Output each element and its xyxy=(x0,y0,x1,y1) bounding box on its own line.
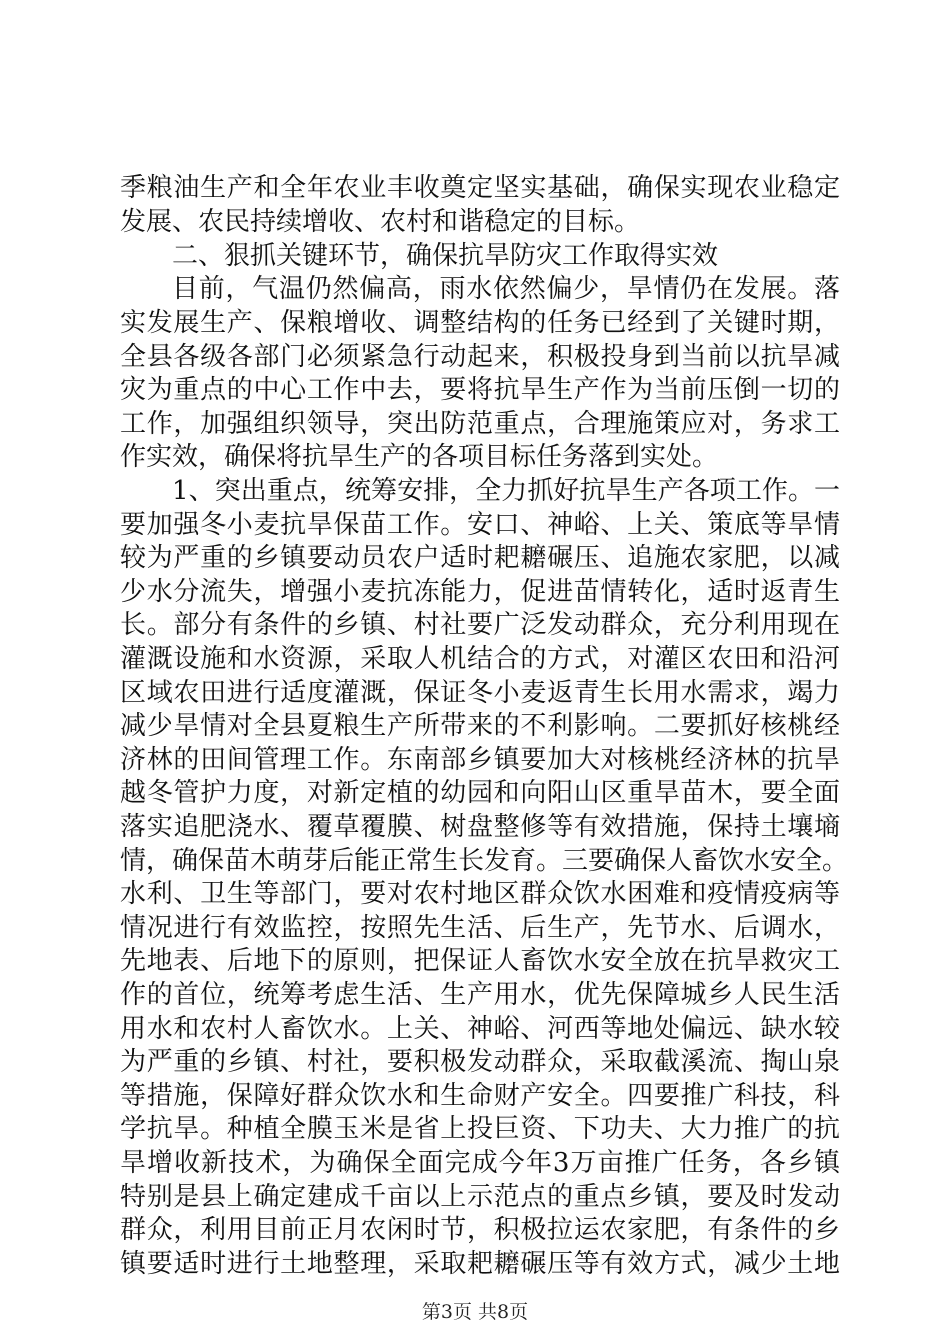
text-line: 灾为重点的中心工作中去，要将抗旱生产作为当前压倒一切的 xyxy=(120,375,840,405)
page-footer: 第3页 共8页 xyxy=(421,1301,529,1323)
text-line: 落实追肥浇水、覆草覆膜、树盘整修等有效措施，保持土壤墒 xyxy=(120,812,840,842)
text-line: 情况进行有效监控，按照先生活、后生产，先节水、后调水， xyxy=(120,913,840,943)
text-line: 镇要适时进行土地整理，采取耙耱碾压等有效方式，减少土地 xyxy=(120,1249,840,1279)
text-line: 情，确保苗木萌芽后能正常生长发育。三要确保人畜饮水安全。 xyxy=(120,846,849,876)
text-line: 作的首位，统筹考虑生活、生产用水，优先保障城乡人民生活 xyxy=(120,980,840,1010)
text-line: 先地表、后地下的原则，把保证人畜饮水安全放在抗旱救灾工 xyxy=(120,946,840,976)
text-line: 要加强冬小麦抗旱保苗工作。安口、神峪、上关、策底等旱情 xyxy=(120,510,840,540)
text-line: 学抗旱。种植全膜玉米是省上投巨资、下功夫、大力推广的抗 xyxy=(120,1114,840,1144)
text-line: 1、突出重点，统筹安排，全力抓好抗旱生产各项工作。一 xyxy=(172,476,840,506)
text-line: 越冬管护力度，对新定植的幼园和向阳山区重旱苗木，要全面 xyxy=(120,778,840,808)
text-line: 作实效，确保将抗旱生产的各项目标任务落到实处。 xyxy=(120,442,719,472)
text-line: 长。部分有条件的乡镇、村社要广泛发动群众，充分利用现在 xyxy=(120,610,840,640)
text-line: 发展、农民持续增收、农村和谐稳定的目标。 xyxy=(120,207,641,237)
text-line: 工作，加强组织领导，突出防范重点，合理施策应对，务求工 xyxy=(120,409,840,439)
section-heading: 二、狠抓关键环节，确保抗旱防灾工作取得实效 xyxy=(172,241,719,271)
text-line: 少水分流失，增强小麦抗冻能力，促进苗情转化，适时返青生 xyxy=(120,577,840,607)
text-line: 较为严重的乡镇要动员农户适时耙耱碾压、追施农家肥，以减 xyxy=(120,543,840,573)
text-line: 区域农田进行适度灌溉，保证冬小麦返青生长用水需求，竭力 xyxy=(120,678,840,708)
text-line: 实发展生产、保粮增收、调整结构的任务已经到了关键时期， xyxy=(120,308,840,338)
text-line: 灌溉设施和水资源，采取人机结合的方式，对灌区农田和沿河 xyxy=(120,644,840,674)
text-line: 季粮油生产和全年农业丰收奠定坚实基础，确保实现农业稳定 xyxy=(120,173,840,203)
text-line: 特别是县上确定建成千亩以上示范点的重点乡镇，要及时发动 xyxy=(120,1182,840,1212)
text-line: 旱增收新技术，为确保全面完成今年3万亩推广任务，各乡镇 xyxy=(120,1148,840,1178)
text-line: 群众，利用目前正月农闲时节，积极拉运农家肥，有条件的乡 xyxy=(120,1215,840,1245)
text-line: 为严重的乡镇、村社，要积极发动群众，采取截溪流、掏山泉 xyxy=(120,1047,840,1077)
text-line: 目前，气温仍然偏高，雨水依然偏少，旱情仍在发展。落 xyxy=(172,274,840,304)
text-line: 等措施，保障好群众饮水和生命财产安全。四要推广科技，科 xyxy=(120,1081,840,1111)
text-line: 济林的田间管理工作。东南部乡镇要加大对核桃经济林的抗旱 xyxy=(120,745,840,775)
text-line: 减少旱情对全县夏粮生产所带来的不利影响。二要抓好核桃经 xyxy=(120,711,840,741)
text-line: 全县各级各部门必须紧急行动起来，积极投身到当前以抗旱减 xyxy=(120,342,840,372)
text-line: 水利、卫生等部门，要对农村地区群众饮水困难和疫情疫病等 xyxy=(120,879,840,909)
text-line: 用水和农村人畜饮水。上关、神峪、河西等地处偏远、缺水较 xyxy=(120,1014,840,1044)
